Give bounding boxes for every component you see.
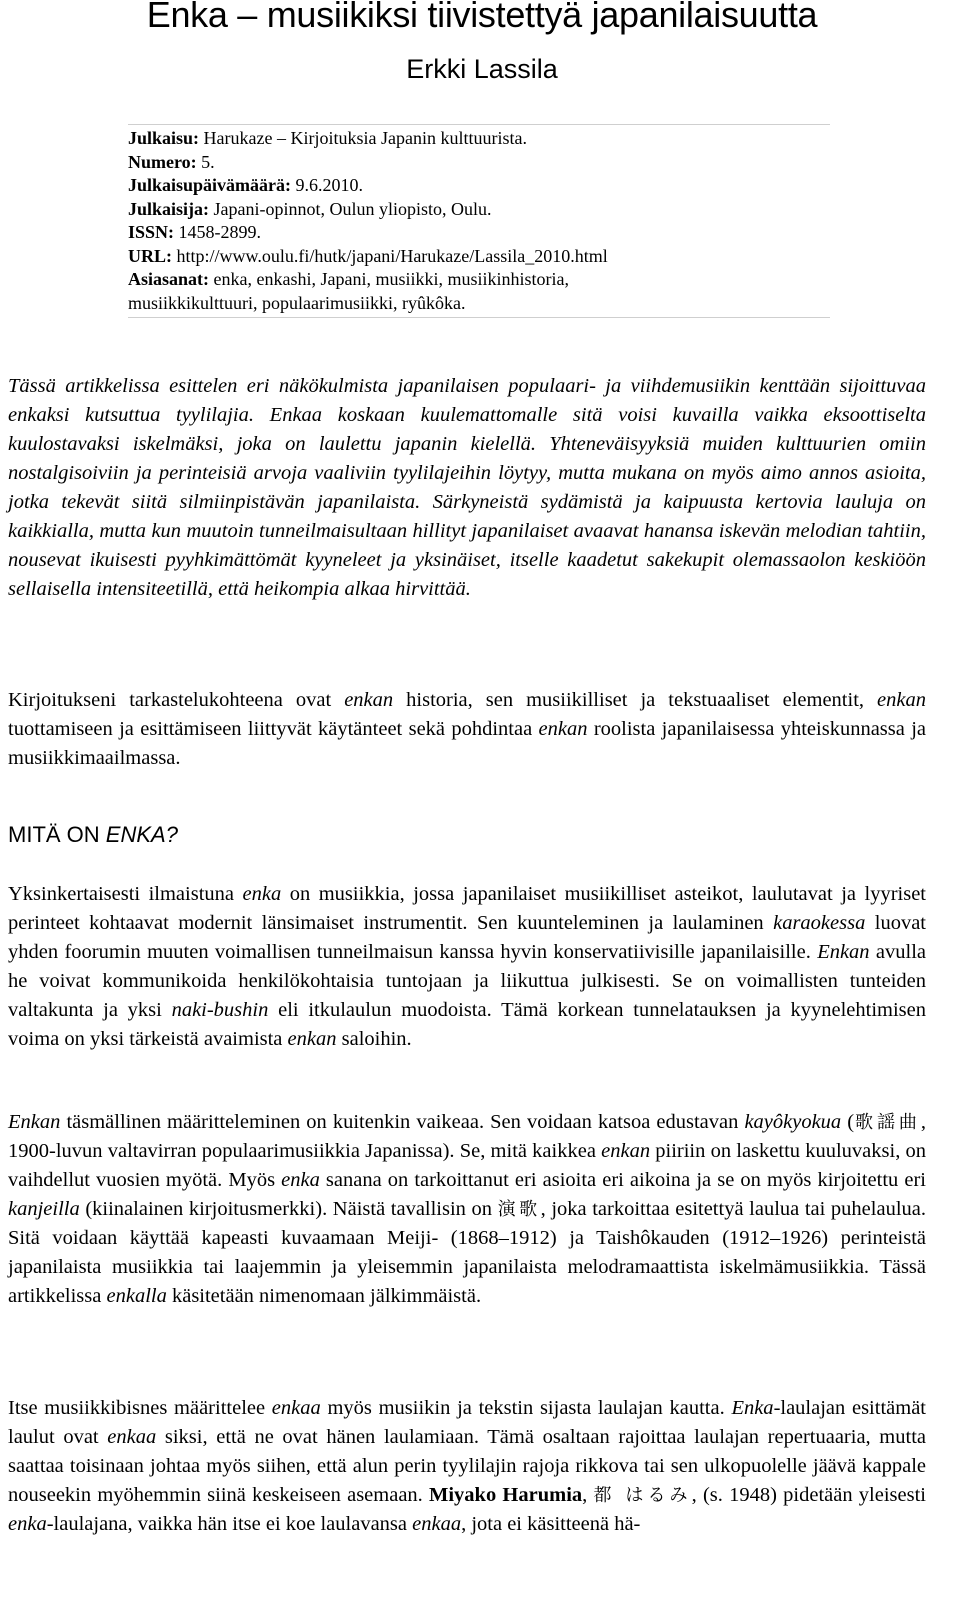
- article-title: Enka – musiikiksi tiivistettyä japanilaisuutta: [146, 0, 818, 35]
- meta-issn: ISSN: 1458-2899.: [128, 222, 262, 242]
- singer-name: Miyako Harumia: [429, 1484, 583, 1506]
- kanji-kayokyoku: 歌謡曲: [854, 1112, 921, 1133]
- article-author: Erkki Lassila: [406, 54, 558, 84]
- meta-publication: Julkaisu: Harukaze – Kirjoituksia Japanin kulttuurista.: [128, 128, 527, 148]
- kanji-miyako-harumi: 都 はるみ: [593, 1485, 692, 1506]
- abstract: Tässä artikkelissa esittelen eri näkökulmista japanilaisen populaari- ja viihdemusiikin kenttään sijoittuvaa enkaksi kutsuttua tyylilajia. Enkaa koskaan kuulemattomalle sitä voisi kuvailla vaikka eksoottiselta kuulostavaksi iskelmäksi, joka on laulettu japanin kielellä. Yhteneväisyyksiä muiden kulttuurien omiin nostalgisoiviin ja perinteisiä arvoja vaaliviin tyylilajeihin löytyy, mutta mukana on myös aimo annos asioita, jotka tekevät siitä silmiinpistävän japanilaista. Särkyneistä sydämistä ja kaipuusta kertovia lauluja on kaikkialla, mutta kun muutoin tunneilmaisultaan hillityt japanilaiset avaavat hanansa iskevän melodian tahtiin, nousevat ikuisesti pyyhkimättömät kyyneleet ja yksinäiset, itselle kaadetut sakekupit olemassaolon keskiöön sellaisella intensiteetillä, että heikompia alkaa hirvittää.: [8, 375, 926, 600]
- meta-date: Julkaisupäivämäärä: 9.6.2010.: [128, 175, 364, 195]
- meta-keywords: Asiasanat: enka, enkashi, Japani, musiikki, musiikinhistoria,: [128, 269, 569, 289]
- meta-publisher: Julkaisija: Japani-opinnot, Oulun yliopisto, Oulu.: [128, 198, 492, 219]
- intro-paragraph: Kirjoitukseni tarkastelukohteena ovat enkan historia, sen musiikilliset ja tekstuaaliset elementit, enkan tuottamiseen ja esittämiseen liittyvät käytänteet sekä pohdintaa enkan roolista japanilaisessa yhteiskunnassa ja musiikkimaailmassa.: [8, 689, 926, 769]
- section-heading: MITÄ ON ENKA?: [8, 822, 178, 847]
- kanji-enka: 演歌: [497, 1199, 541, 1220]
- url-link[interactable]: http://www.oulu.fi/hutk/japani/Harukaze/Lassila_2010.html: [176, 245, 608, 266]
- body-paragraph-2: Enkan täsmällinen määritteleminen on kuitenkin vaikeaa. Sen voidaan katsoa edustavan kayôkyokua (歌謡曲, 1900-luvun valtavirran populaarimusiikkia Japanissa). Se, mitä kaikkea enkan piiriin on laskettu kuuluvaksi, on vaihdellut vuosien myötä. Myös enka sanana on tarkoittanut eri asioita eri aikoina ja se on myös kirjoitettu eri kanjeilla (kiinalainen kirjoitusmerkki). Näistä tavallisin on 演歌, joka tarkoittaa esitettyä laulua tai puhelaulua. Sitä voidaan käyttää kapeasti kuvaamaan Meiji- (1868–1912) ja Taishôkauden (1912–1926) perinteistä japanilaista musiikkia tai laajemmin ja yleisemmin japanilaista melodramaattista iskelmämusiikkia. Tässä artikkelissa enkalla käsitetään nimenomaan jälkimmäistä.: [8, 1111, 927, 1307]
- meta-url: URL: http://www.oulu.fi/hutk/japani/Harukaze/Lassila_2010.html: [128, 245, 608, 266]
- meta-number: Numero: 5.: [128, 151, 215, 172]
- body-paragraph-1: Yksinkertaisesti ilmaistuna enka on musiikkia, jossa japanilaiset musiikilliset asteikot, laulutavat ja lyyriset perinteet kohtaavat modernit länsimaiset instrumentit. Sen kuunteleminen ja laulaminen karaokessa luovat yhden foorumin muuten voimallisen tunneilmaisun kanssa hyvin konservatiivisille japanilaisille. Enkan avulla he voivat kommunikoida henkilökohtaisia tuntojaan ja liikuttua julkisesti. Se on voimallisten tunteiden valtakunta ja yksi naki-bushin eli itkulaulun muodoista. Tämä korkean tunnelatauksen ja kyynelehtimisen voima on yksi tärkeistä avaimista enkan saloihin.: [8, 883, 926, 1050]
- publication-metadata: [128, 124, 830, 318]
- meta-keywords-cont: musiikkikulttuuri, populaarimusiikki, ryûkôka.: [128, 292, 466, 313]
- body-paragraph-3: Itse musiikkibisnes määrittelee enkaa myös musiikin ja tekstin sijasta laulajan kautta. Enka-laulajan esittämät laulut ovat enkaa siksi, että ne ovat hänen laulamiaan. Tämä osaltaan rajoittaa laulajan repertuaaria, mutta saattaa toisinaan johtaa myös siihen, että alun perin tyylilajin rajoja rikkova tai sen ulkopuolelle jäävä kappale nouseekin myöhemmin siinä keskeiseen asemaan. Miyako Harumia, 都 はるみ, (s. 1948) pidetään yleisesti enka-laulajana, vaikka hän itse ei koe laulavansa enkaa, jota ei käsitteenä hä-: [8, 1397, 926, 1535]
